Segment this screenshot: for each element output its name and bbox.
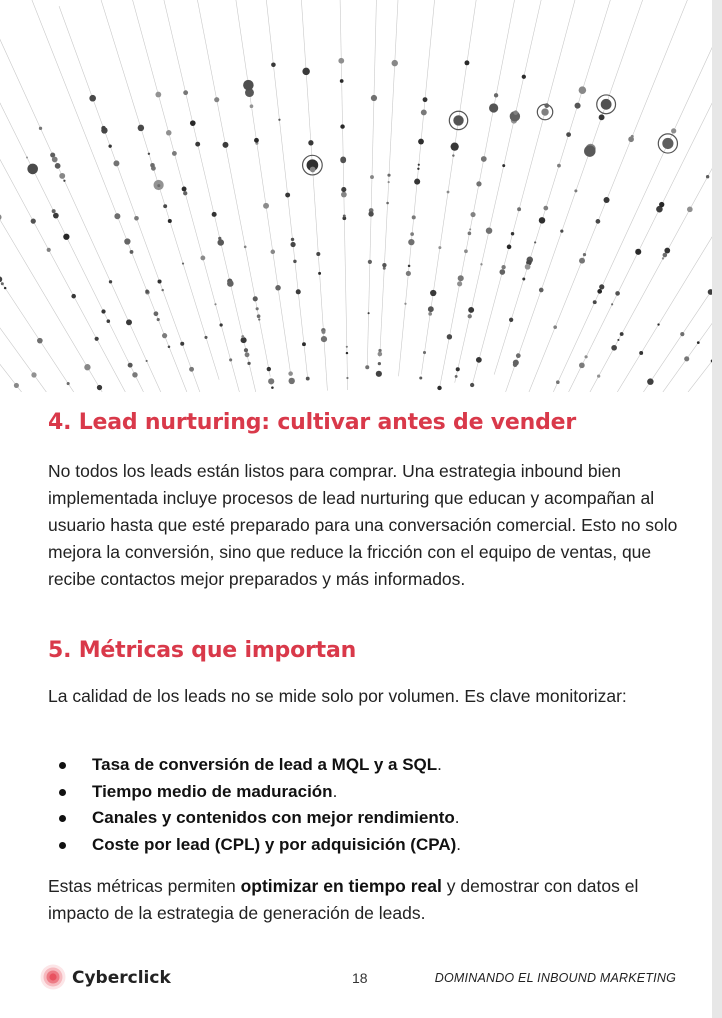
metric-suffix: . (456, 834, 461, 854)
section-4-paragraph: No todos los leads están listos para comprar. Una estrategia inbound bien implementada incluye procesos de lead nurturing que educan y acompañan al usuario hasta que esté preparado para una conversación comercial. Esto no solo mejora la conversión, sino que reduce la fricción con el equipo de ventas, que recibe contactos mejor preparados y más informados. (48, 461, 678, 589)
page-footer (0, 962, 712, 994)
metric-suffix: . (454, 808, 460, 827)
bullet-icon (59, 762, 66, 769)
closing-text-start: Estas métricas permiten (48, 876, 241, 896)
section-5-closing (48, 873, 688, 927)
pattern-dots (0, 58, 712, 390)
pattern-lines (0, 0, 712, 392)
closing-text-end: y demostrar con datos el impacto de la estrategia de generación de leads. (48, 876, 639, 923)
bullet-icon (59, 789, 66, 796)
document-title: DOMINANDO EL INBOUND MARKETING (434, 971, 676, 985)
page-number: 18 (352, 970, 368, 986)
metric-name: Tiempo medio de maduración (92, 781, 333, 801)
metrics-list-item (48, 805, 688, 832)
metrics-list (48, 752, 688, 858)
section-5-heading: 5. Métricas que importan (48, 638, 357, 663)
metrics-list-item (48, 832, 688, 859)
hero-illustration (0, 0, 712, 392)
metric-name: Coste por lead (CPL) y por adquisición (CPA) (92, 834, 457, 854)
metric-name: Tasa de conversión de lead a MQL y a SQL (92, 755, 438, 774)
radial-dots-pattern (0, 0, 712, 392)
page-edge (712, 0, 722, 1018)
metric-suffix: . (332, 781, 338, 801)
metric-name: Canales y contenidos con mejor rendimiento (92, 808, 455, 827)
cyberclick-logo-icon (40, 964, 66, 990)
closing-emphasis: optimizar en tiempo real (240, 876, 442, 896)
bullet-icon (59, 815, 66, 822)
metrics-list-item (48, 752, 688, 779)
metric-suffix: . (437, 755, 442, 774)
brand-name: Cyberclick (72, 968, 171, 988)
bullet-icon (59, 842, 66, 849)
section-4-heading: 4. Lead nurturing: cultivar antes de vender (48, 410, 576, 435)
metrics-list-item (48, 779, 688, 806)
section-5-intro: La calidad de los leads no se mide solo por volumen. Es clave monitorizar: (48, 686, 627, 706)
